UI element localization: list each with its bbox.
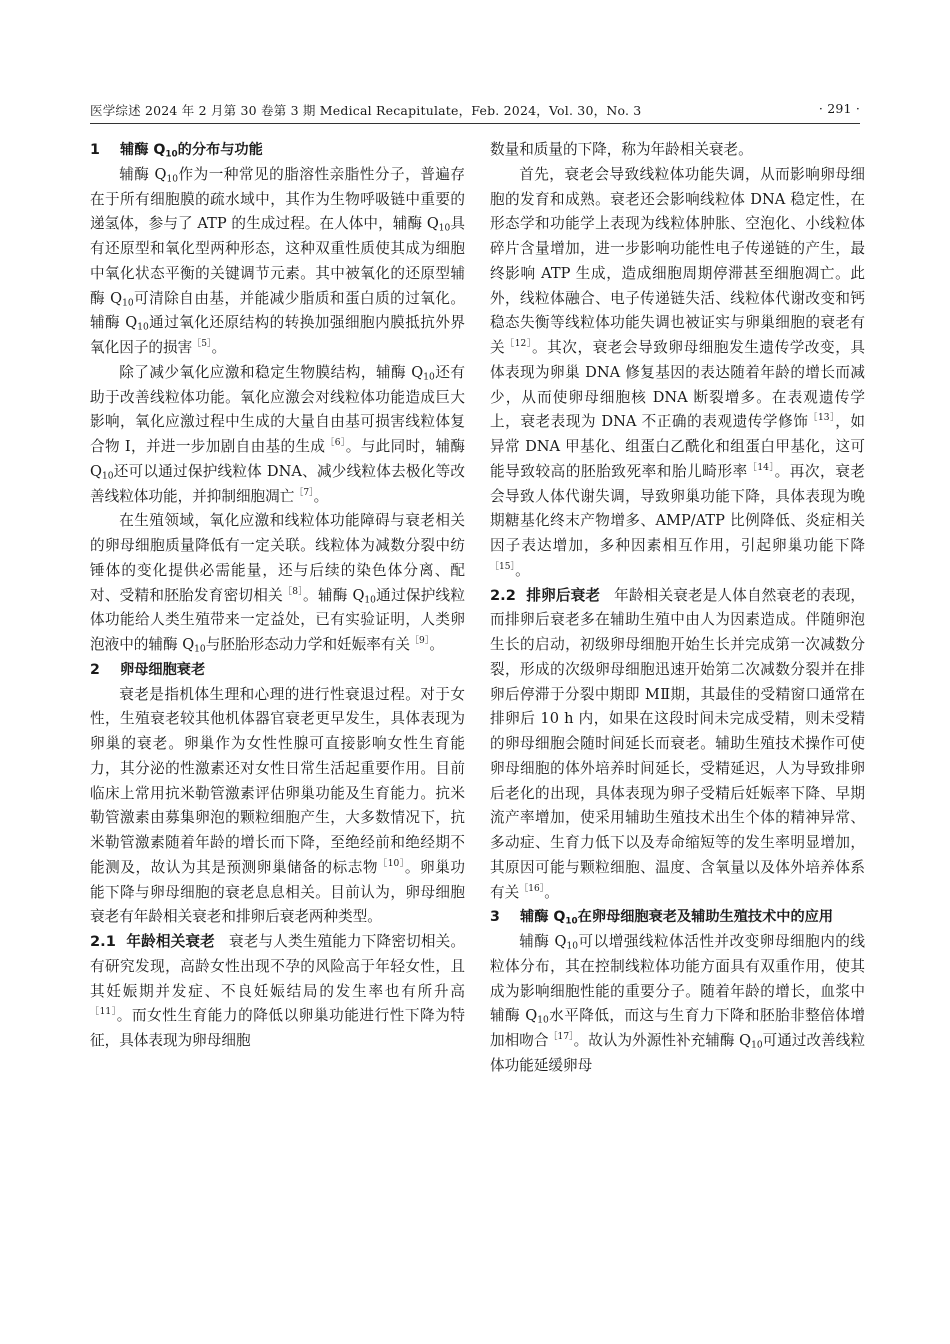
journal-citation: 医学综述 2024 年 2 月第 30 卷第 3 期 Medical Recapitulate，Feb. 2024，Vol. 30，No. 3 [90,103,642,118]
text-run: 通过氧化还原结构的转换加强细胞内膜抵抗外界氧化因子的损害 [90,314,465,356]
text-run: 。辅酶 Q [303,586,365,604]
text-run: 衰老是指机体生理和心理的进行性衰退过程。对于女性，生殖衰老较其他机体器官衰老更早发生，具体表现为卵巢的衰老。卵巢作为女性性腺可直接影响女性生育能力，其分泌的性激素还对女性日常生活起重要作用。目前临床上常用抗米勒管激素评估卵巢功能及生育能力。抗米勒管激素由募集卵泡的颗粒细胞产生，大多数情况下，抗米勒管激素随着年龄的增长而下降，至绝经前和绝经期不能测及，故认为其是预测卵巢储备的标志物 [90,685,465,876]
text-run: 可以增强线粒体活性并改变卵母细胞内的线粒体分布，其在控制线粒体功能方面具有双重作用，使其成为影响细胞性能的重要分子。随着年龄的增长，血浆中辅酶 Q [490,933,865,1025]
subsection-2-2-paragraph [490,584,865,906]
text-run: 数量和质量的下降，称为年龄相关衰老。 [490,141,753,158]
subscript: 10 [166,174,179,185]
text-run: 。卵巢功能下降与卵母细胞的衰老息息相关。目前认为，卵母细胞衰老有年龄相关衰老和排卵后衰老两种类型。 [90,858,465,926]
paragraph [90,683,465,931]
citation-ref: ［7］ [294,487,314,498]
section-1-heading: 1 辅酶 $Q_{10}$的分布与功能 [90,142,263,160]
header-rule [90,123,860,124]
left-column [90,138,465,1054]
subscript: 10 [101,471,114,482]
text-run: 可通过改善线粒体功能延缓卵母 [490,1032,865,1074]
citation-ref: ［15］ [490,561,516,572]
subscript: 10 [751,1040,763,1051]
text-run: 还有助于改善线粒体功能。氧化应激会对线粒体功能造成巨大影响，氧化应激过程中生成的大量自由基可损害线粒体复合物 Ⅰ，并进一步加剧自由基的生成 [90,363,465,455]
subscript: 10 [423,372,435,383]
text-run: 与胚胎形态动力学和妊娠率有关 [205,636,411,653]
citation-ref: ［17］ [548,1032,574,1043]
subscript: 10 [364,595,376,606]
subsection-2-1-heading: 2.1 年龄相关衰老 [90,933,215,950]
paragraph [490,163,865,584]
subscript: 10 [194,644,206,655]
text-run: 衰老与人类生殖能力下降密切相关。有研究发现，高龄女性出现不孕的风险高于年轻女性，且其妊娠期并发症、不良妊娠结局的发生率也有所升高 [90,933,465,1000]
text-run: 水平降低，而这与生育力下降和胚胎非整倍体增加相吻合 [490,1007,865,1049]
paragraph [90,361,465,510]
text-run: 首先，衰老会导致线粒体功能失调，从而影响卵母细胞的发育和成熟。衰老还会影响线粒体 DNA 稳定性，在形态学和功能学上表现为线粒体肿胀、空泡化、小线粒体碎片含量增加，进一步影响功能性电子传递链的产生，最终影响 ATP 生成，造成细胞周期停滞甚至细胞凋亡。此外，线粒体融合、电子传递链失活、线粒体代谢改变和钙稳态失衡等线粒体功能失调也被证实与卵巢细胞的衰老有关 [490,165,865,356]
text-run: 。其次，衰老会导致卵母细胞发生遗传学改变，具体表现为卵巢 DNA 修复基因的表达随着年龄的增长而减少，从而使卵母细胞核 DNA 断裂增多。在表观遗传学上，衰老表现为 DNA 不正确的表观遗传学修饰 [490,339,865,431]
text-run: 。 [211,339,227,356]
text-run: 。 [429,636,444,653]
subscript: 10 [537,1015,549,1026]
citation-ref: ［13］ [808,413,836,424]
text-run: 。而女性生育能力的降低以卵巢功能进行性下降为特征，具体表现为卵母细胞 [90,1007,465,1049]
text-run: 辅酶 Q [519,933,567,950]
running-header [90,101,860,119]
text-run: 作为一种常见的脂溶性亲脂性分子，普遍存在于所有细胞膜的疏水域中，其作为生物呼吸链中重要的递氢体，参与了 ATP 的生成过程。在人体中，辅酶 Q [90,165,465,233]
page-number: · 291 · [818,101,860,116]
paragraph [90,509,465,658]
section-3-heading: 3 辅酶 $Q_{10}$在卵母细胞衰老及辅助生殖技术中的应用 [490,909,834,927]
text-run: 。与此同时，辅酶 Q [90,438,465,480]
citation-ref: ［6］ [325,438,346,449]
subsection-2-2-heading: 2.2 排卵后衰老 [490,586,601,604]
text-run: ，如异常 DNA 甲基化、组蛋白乙酰化和组蛋白甲基化，这可能导致较高的胚胎致死率和胎儿畸形率 [490,413,865,480]
citation-ref: ［14］ [747,462,775,473]
text-run: 具有还原型和氧化型两种形态，这种双重性质使其成为细胞中氧化状态平衡的关键调节元素。其中被氧化的还原型辅酶 Q [90,215,465,307]
text-run: 。 [313,487,329,505]
paragraph [490,930,865,1079]
text-run: 可清除自由基，并能减少脂质和蛋白质的过氧化。辅酶 Q [90,289,465,332]
paragraph-continued [490,138,865,163]
text-run: 。故认为外源性补充辅酶 Q [573,1032,752,1049]
text-run: 辅酶 Q [119,165,167,183]
citation-ref: ［11］ [90,1007,117,1018]
citation-ref: ［9］ [410,636,430,647]
subsection-2-1-paragraph [90,930,465,1054]
subscript: 10 [566,941,579,952]
citation-ref: ［5］ [192,339,212,350]
text-run: 。再次，衰老会导致人体代谢失调，导致卵巢功能下降，具体表现为晚期糖基化终末产物增多、AMP/ATP 比例降低、炎症相关因子表达增加，多种因素相互作用，引起卵巢功能下降 [490,462,865,554]
text-run: 还可以通过保护线粒体 DNA、减少线粒体去极化等改善线粒体功能，并抑制细胞凋亡 [90,462,465,505]
text-run: 在生殖领域，氧化应激和线粒体功能障碍与衰老相关的卵母细胞质量降低有一定关联。线粒体为减数分裂中纺锤体的变化提供必需能量，还与后续的染色体分离、配对、受精和胚胎发育密切相关 [90,512,465,604]
right-column [490,138,865,1079]
text-run: 除了减少氧化应激和稳定生物膜结构，辅酶 Q [119,363,424,381]
subscript: 10 [122,298,134,309]
section-2-heading: 2 卵母细胞衰老 [90,661,206,678]
text-run: 通过保护线粒体功能给人类生殖带来一定益处，已有实验证明，人类卵泡液中的辅酶 Q [90,586,465,653]
text-run: 年龄相关衰老是人体自然衰老的表现，而排卵后衰老多在辅助生殖中由人为因素造成。伴随卵泡生长的启动，初级卵母细胞开始生长并完成第一次减数分裂，形成的次级卵母细胞迅速开始第二次减数分裂并在排卵后停滞于分裂中期即 MⅡ期，其最佳的受精窗口通常在排卵后 10 h 内，如果在这段时间未完成受精，则未受精的卵母细胞会随时间延长而衰老。辅助生殖技术操作可使卵母细胞的体外培养时间延长，受精延迟，人为导致排卵后老化的出现，具体表现为卵子受精后妊娠率下降、早期流产率增加，使采用辅助生殖技术出生个体的精神异常、多动症、生育力低下以及寿命缩短等的发生率明显增加，其原因可能与颗粒细胞、温度、含氧量以及体外培养体系有关 [490,586,865,901]
subscript: 10 [438,223,451,234]
citation-ref: ［16］ [519,883,545,894]
paragraph [90,163,465,361]
text-run: 。 [515,561,530,579]
citation-ref: ［12］ [505,339,532,350]
citation-ref: ［8］ [282,586,304,597]
subscript: 10 [137,322,149,333]
citation-ref: ［10］ [378,858,405,869]
text-run: 。 [544,883,559,901]
